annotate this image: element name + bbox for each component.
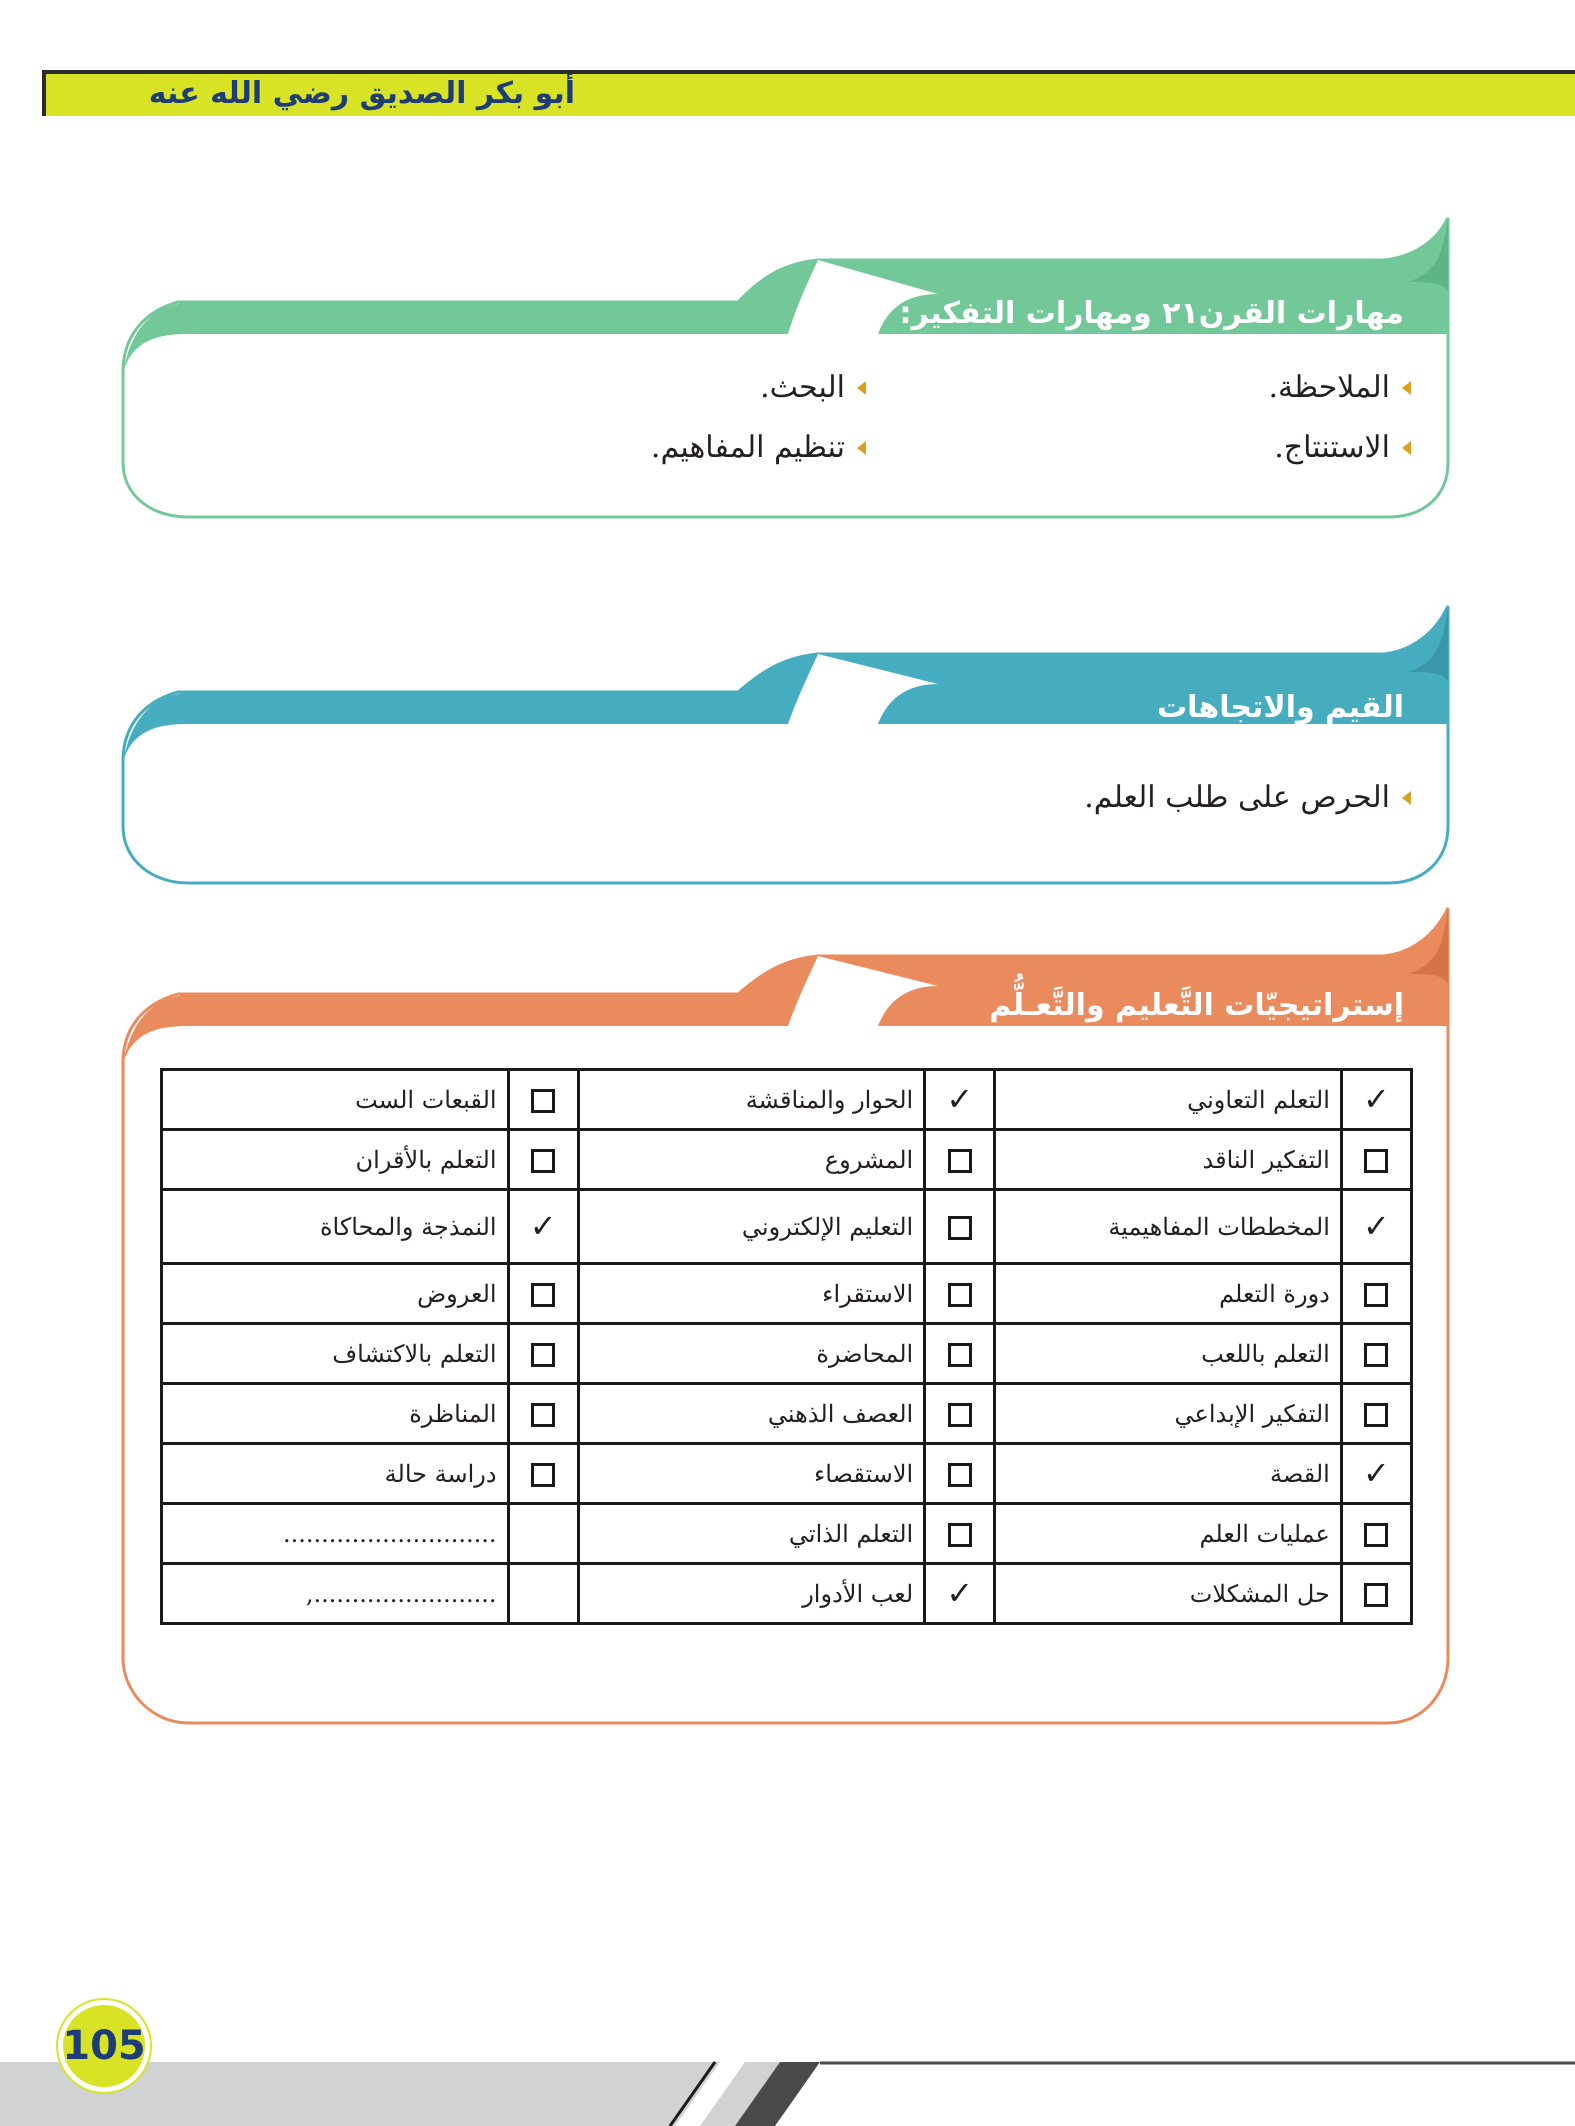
strategy-label: التفكير الناقد (995, 1130, 1342, 1190)
checkbox-checked[interactable] (925, 1564, 995, 1624)
header-title: أبو بكر الصديق رضي الله عنه (148, 76, 575, 111)
table-row (162, 1130, 1412, 1190)
bullet-icon (857, 381, 866, 395)
strategy-label: القصة (995, 1444, 1342, 1504)
checkbox-unchecked[interactable] (508, 1324, 578, 1384)
values-section (118, 606, 1456, 886)
bullet-icon (1402, 381, 1411, 395)
checkbox-unchecked[interactable] (925, 1324, 995, 1384)
blank-line: ............................ (162, 1504, 509, 1564)
checkbox-icon (1364, 1403, 1388, 1427)
check-mark-icon: ✓ (529, 1207, 557, 1245)
strategies-title: إستراتيجيّات التَّعليم والتَّعـلُّم (989, 988, 1404, 1023)
strategy-label: النمذجة والمحاكاة (162, 1190, 509, 1264)
check-mark-icon: ✓ (946, 1574, 974, 1612)
table-row (162, 1070, 1412, 1130)
checkbox-unchecked[interactable] (925, 1130, 995, 1190)
checkbox-unchecked[interactable] (1341, 1384, 1411, 1444)
check-mark-icon: ✓ (1363, 1080, 1390, 1118)
checkbox-icon (948, 1216, 972, 1240)
checkbox-unchecked[interactable] (925, 1190, 995, 1264)
table-row (162, 1504, 1412, 1564)
checkbox-checked[interactable] (1341, 1070, 1411, 1130)
checkbox-icon (1364, 1583, 1388, 1607)
checkbox-checked[interactable] (1341, 1190, 1411, 1264)
footer-stripes (0, 2040, 1575, 2126)
skills-frame (118, 212, 1456, 522)
bullet-icon (1402, 441, 1411, 455)
checkbox-icon (531, 1343, 555, 1367)
checkbox-unchecked[interactable] (925, 1264, 995, 1324)
check-mark-icon: ✓ (1363, 1207, 1390, 1245)
strategy-label: دورة التعلم (995, 1264, 1342, 1324)
skill-item: الاستنتاج. (1274, 430, 1411, 465)
strategy-label: حل المشكلات (995, 1564, 1342, 1624)
strategy-label: التعلم الذاتي (578, 1504, 925, 1564)
checkbox-unchecked[interactable] (508, 1130, 578, 1190)
strategy-label: المشروع (578, 1130, 925, 1190)
strategy-label: المخططات المفاهيمية (995, 1190, 1342, 1264)
checkbox-unchecked[interactable] (925, 1504, 995, 1564)
strategy-label: التعلم التعاوني (995, 1070, 1342, 1130)
check-mark-icon: ✓ (946, 1080, 974, 1118)
strategy-label: لعب الأدوار (578, 1564, 925, 1624)
checkbox-unchecked[interactable] (508, 1384, 578, 1444)
checkbox-icon (948, 1403, 972, 1427)
checkbox-icon (948, 1149, 972, 1173)
checkbox-icon (948, 1523, 972, 1547)
checkbox-icon (948, 1343, 972, 1367)
checkbox-unchecked[interactable] (1341, 1504, 1411, 1564)
value-item: الحرص على طلب العلم. (1084, 780, 1411, 815)
checkbox-unchecked[interactable] (508, 1070, 578, 1130)
checkbox-unchecked[interactable] (508, 1264, 578, 1324)
checkbox-icon (531, 1403, 555, 1427)
table-row (162, 1444, 1412, 1504)
bullet-icon (1402, 791, 1411, 805)
strategy-label: التعليم الإلكتروني (578, 1190, 925, 1264)
page-number: 105 (58, 2000, 150, 2092)
table-row (162, 1384, 1412, 1444)
strategy-label: المناظرة (162, 1384, 509, 1444)
strategy-label: الاستقصاء (578, 1444, 925, 1504)
skills-title: مهارات القرن٢١ ومهارات التفكير: (899, 296, 1404, 331)
checkbox-unchecked[interactable] (1341, 1130, 1411, 1190)
checkbox-icon (531, 1463, 555, 1487)
strategy-label: دراسة حالة (162, 1444, 509, 1504)
strategy-label: عمليات العلم (995, 1504, 1342, 1564)
checkbox-icon (1364, 1149, 1388, 1173)
strategies-table (160, 1068, 1413, 1625)
skill-item: الملاحظة. (1269, 370, 1412, 405)
check-mark-icon: ✓ (1363, 1454, 1390, 1492)
checkbox-icon (1364, 1283, 1388, 1307)
strategy-label: الاستقراء (578, 1264, 925, 1324)
strategy-label: التفكير الإبداعي (995, 1384, 1342, 1444)
table-row (162, 1324, 1412, 1384)
checkbox-unchecked[interactable] (508, 1444, 578, 1504)
checkbox-icon (531, 1283, 555, 1307)
empty-cell (508, 1564, 578, 1624)
strategy-label: العصف الذهني (578, 1384, 925, 1444)
table-row (162, 1264, 1412, 1324)
bullet-icon (857, 441, 866, 455)
checkbox-unchecked[interactable] (925, 1384, 995, 1444)
table-row (162, 1564, 1412, 1624)
empty-cell (508, 1504, 578, 1564)
skills-section (118, 212, 1456, 522)
checkbox-icon (1364, 1343, 1388, 1367)
strategy-label: التعلم بالأقران (162, 1130, 509, 1190)
checkbox-unchecked[interactable] (1341, 1264, 1411, 1324)
skill-item: البحث. (760, 370, 866, 405)
strategy-label: التعلم باللعب (995, 1324, 1342, 1384)
strategy-label: العروض (162, 1264, 509, 1324)
checkbox-icon (531, 1149, 555, 1173)
values-frame (118, 606, 1456, 886)
checkbox-unchecked[interactable] (1341, 1324, 1411, 1384)
checkbox-checked[interactable] (925, 1070, 995, 1130)
checkbox-checked[interactable] (1341, 1444, 1411, 1504)
checkbox-icon (1364, 1523, 1388, 1547)
checkbox-icon (948, 1283, 972, 1307)
checkbox-icon (531, 1089, 555, 1113)
checkbox-unchecked[interactable] (1341, 1564, 1411, 1624)
checkbox-icon (948, 1463, 972, 1487)
table-row (162, 1190, 1412, 1264)
checkbox-unchecked[interactable] (925, 1444, 995, 1504)
strategy-label: القبعات الست (162, 1070, 509, 1130)
strategy-label: التعلم بالاكتشاف (162, 1324, 509, 1384)
header-bar (42, 70, 1575, 116)
values-title: القيم والاتجاهات (1157, 690, 1404, 725)
strategies-section (118, 908, 1456, 1728)
blank-line: ........................, (162, 1564, 509, 1624)
skill-item: تنظيم المفاهيم. (651, 430, 866, 465)
strategy-label: الحوار والمناقشة (578, 1070, 925, 1130)
strategy-label: المحاضرة (578, 1324, 925, 1384)
checkbox-checked[interactable] (508, 1190, 578, 1264)
